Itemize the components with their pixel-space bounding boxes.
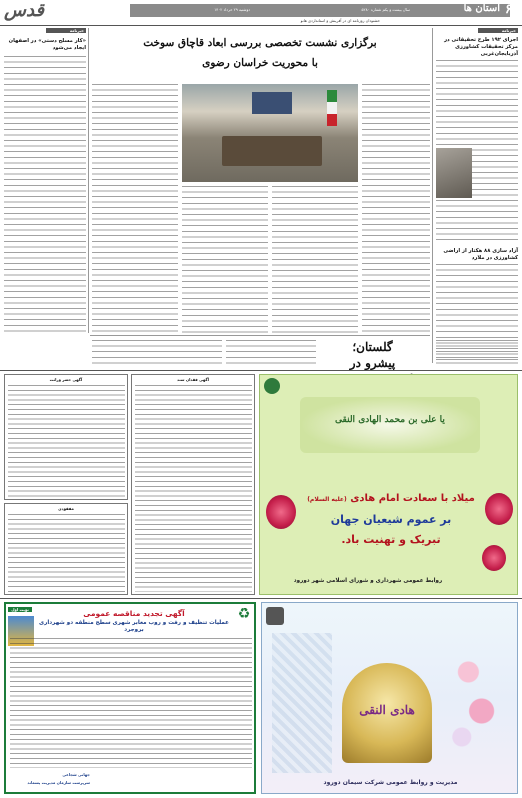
- cement-footer: مدیریت و روابط عمومی شرکت سیمان دورود: [323, 779, 458, 786]
- tender-recycle-icon: ♻: [237, 606, 251, 622]
- greeting-line-1-suffix: (علیه السلام): [307, 496, 347, 503]
- lower-headline-1: گلستان؛: [352, 340, 393, 354]
- greeting-logo: [264, 378, 280, 394]
- calligraphy-band: [300, 397, 480, 453]
- cement-logo: [266, 607, 284, 625]
- notice-text: [8, 385, 125, 497]
- main-story-text-col-1: [362, 84, 430, 334]
- right-column-photo: [436, 148, 472, 198]
- main-headline-2: با محوریت خراسان رضوی: [202, 57, 318, 69]
- cement-calligraphy: هادی النقی: [359, 703, 415, 717]
- cement-pattern: [272, 633, 332, 773]
- section-divider: [0, 370, 522, 371]
- greeting-line-1: [296, 493, 486, 504]
- main-story-text-col-2: [272, 186, 358, 334]
- notice-title: آگهی حصر وراثت: [49, 377, 83, 382]
- classified-notice-3: [131, 374, 255, 595]
- right-column-label: خبرنامه: [478, 28, 518, 33]
- rose-right: [485, 493, 513, 525]
- tender-title: آگهی تجدید مناقصه عمومی: [83, 609, 185, 618]
- notice-2-title: مفقودی: [58, 506, 74, 511]
- notice-2-text: [8, 514, 125, 592]
- right-column-subhead: آزاد سازی ۸۸ هکتار از اراضی کشاورزی در ملارد: [443, 248, 518, 261]
- main-story-text-col-3: [182, 186, 268, 334]
- photo-flag: [327, 90, 337, 126]
- notice-3-heading: آگهی فقدان سند: [177, 377, 209, 382]
- section-divider-2: [0, 598, 522, 599]
- lower-headline-2: پیشرو در: [349, 356, 396, 370]
- tender-text: [10, 638, 252, 768]
- left-column: [4, 28, 86, 333]
- calligraphy-text: یا علی بن محمد الهادی النقی: [335, 415, 445, 425]
- lower-story-text-1: [226, 340, 316, 366]
- rose-left: [266, 495, 296, 529]
- issue-line: سال بیست و یکم شماره ۵۲۸۰: [361, 7, 410, 12]
- main-headline-1: برگزاری نشست تخصصی بررسی ابعاد قاچاق سوخت: [143, 37, 377, 49]
- main-story-text-col-4: [92, 84, 178, 334]
- greeting-line-2: بر عموم شیعیان جهان: [330, 513, 452, 526]
- tender-signature-1: جهانی شجاعی: [62, 772, 90, 777]
- masthead-rule: [0, 25, 522, 26]
- left-column-rule: [88, 28, 89, 333]
- rose-bottom: [482, 545, 506, 571]
- conference-photo: [182, 84, 358, 182]
- column-rule: [432, 28, 433, 363]
- date-line: دوشنبه ۲۹ خرداد ۱۴۰۲: [214, 7, 250, 12]
- tender-ad: [4, 602, 256, 794]
- classified-notice-1: [4, 374, 128, 500]
- cement-flowers: [442, 633, 508, 763]
- cement-ad: [261, 602, 518, 794]
- notice-3-text: [135, 385, 252, 592]
- greeting-footer: روابط عمومی شهرداری و شورای اسلامی شهر دورود: [293, 578, 443, 584]
- right-column-headline: اجرای ۱۹۲ طرح تحقیقاتی در مرکز تحقیقات کشاورزی آذربایجان‌غربی: [444, 37, 518, 57]
- greeting-ad: [259, 374, 518, 595]
- tender-signature-2: سرپرست سازمان مدیریت پسماند: [27, 780, 90, 785]
- right-column: [436, 28, 518, 363]
- masthead: [0, 0, 522, 26]
- left-column-label: خبرنامه: [46, 28, 86, 33]
- lower-story-text-2: [92, 340, 222, 366]
- tender-badge: نوبت اول: [8, 607, 32, 612]
- photo-screen: [252, 92, 292, 114]
- page-number: ۶: [505, 2, 512, 17]
- left-column-headline: «کار مسلح دستی» در اصفهان ایجاد می‌شود: [8, 38, 86, 51]
- greeting-line-3: تبریک و تهنیت باد.: [341, 533, 441, 546]
- paper-logo: قدس: [4, 0, 45, 21]
- right-bottom-text: [436, 340, 518, 366]
- lower-story-rule: [90, 335, 430, 336]
- masthead-tagline: خشنودان روزنامه ای در آفرینش و استانداردی هانو: [300, 18, 380, 23]
- tender-subtitle: عملیات تنظیف و رفت و روب معابر شهری سطح منطقه دو شهرداری بروجرد: [39, 620, 229, 633]
- left-column-text: [4, 56, 86, 333]
- photo-table: [222, 136, 322, 166]
- classified-notice-2: [4, 503, 128, 595]
- section-title: استان ها: [463, 3, 500, 14]
- greeting-line-1-text: میلاد با سعادت امام هادی: [350, 493, 475, 504]
